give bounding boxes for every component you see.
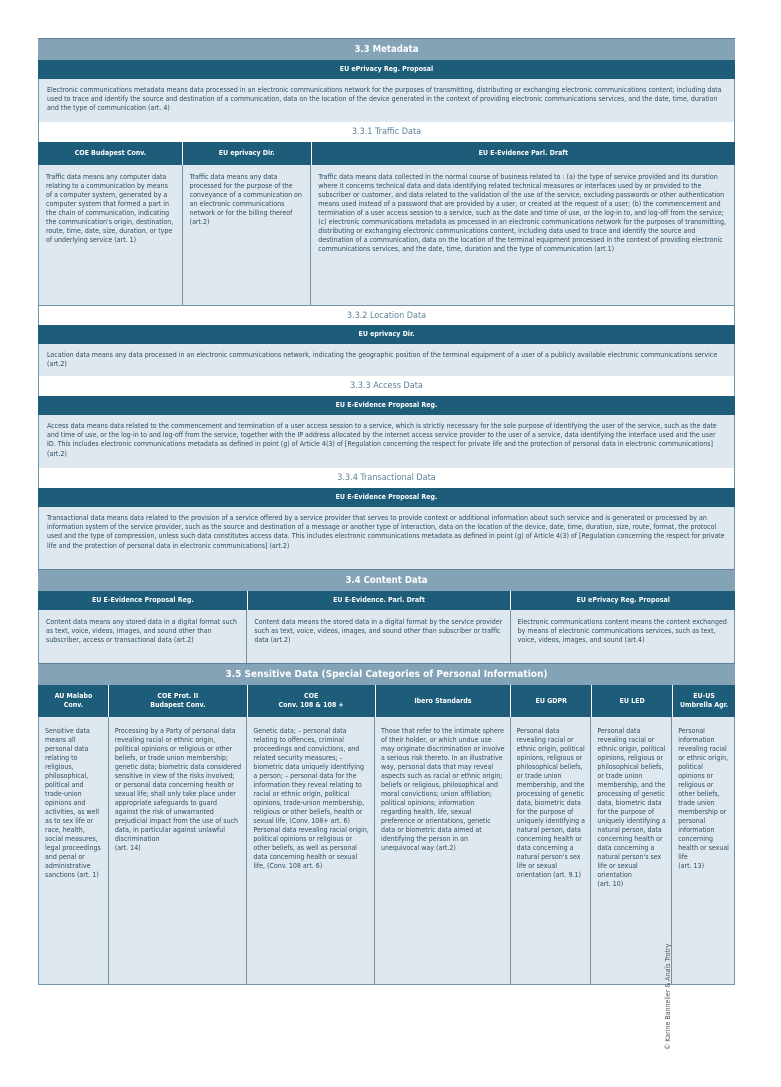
sensitive-head-ibero: Ibero Standards bbox=[376, 685, 512, 717]
access-definition: Access data means data related to the commencement and termination of a user access session to a service, which is strictly necessary for the sole purpose of identifying the user of the service, such as the date and time of use, or the log-in to and log-off from the service, together with the IP address allocated by the internet access service provider to the user of a service, data identifying the interface used and the user ID. This includes electronic communications metadata as defined in point (g) of Article 4(3) of [Regulation concerning the respect for private life and the protection of personal data in electronic communications] (art.2) bbox=[38, 415, 735, 468]
traffic-text-eevidence: Traffic data means data collected in the normal course of business related to : (a) the type of service provided and its duration where it concerns technical data and data identifying related technical measures or interfaces used by or provided to the subscriber or customer, and data related to the validation of the use of the service, excluding passwords or other authentication means used instead of a password that are provided by a user, or created at the request of a user; (b) the commencement and termination of a user access session to a service, such as the date and time of use, or the log-in to, and log-off from the service; (c) electronic communications metadata as processed in an electronic communications network for the purposes of transmitting, distributing or exchanging electronic communications content, including data used to trace and identify the source and destination of a communication, data on the location of the terminal equipment processed in the context of providing electronic communications services, and the date, time, duration and the type of communication (art.1) bbox=[318, 173, 727, 253]
content-head-eevidence-draft: EU E-Evidence. Parl. Draft bbox=[248, 591, 512, 610]
content-head-eevidence-reg: EU E-Evidence Proposal Reg. bbox=[39, 591, 248, 610]
sensitive-text-coe-prot: Processing by a Party of personal data revealing racial or ethnic origin, political opinions or religious or other beliefs, or trade union membership; genetic data; biometric data considered sensitive in view of the risks involved; or personal data concerning health or sexual life; shall only take place under appropriate safeguards to guard against the risk of unwarranted prejudicial impact from the use of such data, in particular against unlawful discrimination (art. 14) bbox=[109, 717, 248, 984]
sensitive-text-euus: Personal information revealing racial or ethnic origin, political opinions or religious or other beliefs, trade union membership or personal information concerning health or sexual life (art. 13) bbox=[678, 727, 729, 870]
content-head-row bbox=[38, 591, 735, 610]
content-text-eevidence-reg: Content data means any stored data in a digital format such as text, voice, videos, images, and sound other than subscriber, access or transactional data (art.2) bbox=[39, 610, 247, 663]
access-head: EU E-Evidence Proposal Reg. bbox=[38, 396, 735, 415]
section-title-sensitive: 3.5 Sensitive Data (Special Categories of Personal Information) bbox=[38, 663, 735, 685]
location-definition: Location data means any data processed in an electronic communications network, indicating the geographic position of the terminal equipment of a user of a publicly available electronic communications service (art.2) bbox=[38, 344, 735, 376]
sensitive-head-au: AU Malabo Conv. bbox=[39, 685, 109, 717]
sensitive-head-coe-prot: COE Prot. II Budapest Conv. bbox=[109, 685, 248, 717]
sensitive-head-gdpr: EU GDPR bbox=[511, 685, 592, 717]
traffic-text-coe: Traffic data means any computer data relating to a communication by means of a computer system, generated by a computer system that formed a part in the chain of communication, indicating the communication's origin, destination, route, time, date, size, duration, or type of underlying service (art. 1) bbox=[39, 165, 183, 305]
traffic-head-row bbox=[38, 142, 735, 165]
copyright-credit: © Karine Bannelier & Anaïs Trotry bbox=[663, 943, 672, 1050]
section-title-transactional: 3.3.4 Transactional Data bbox=[38, 468, 735, 488]
sensitive-head-euus: EU-US Umbrella Agr. bbox=[679, 692, 729, 709]
sensitive-text-au: Sensitive data means all personal data relating to religious, philosophical, political and trade-union opinions and activities, as well as to sex life or race, health, social measures, legal proceedings and penal or administrative sanctions (art. 1) bbox=[39, 717, 109, 984]
content-body-row bbox=[38, 610, 735, 663]
sensitive-text-led: Personal data revealing racial or ethnic origin, political opinions, religious or philosophical beliefs, or trade union membership, and the processing of genetic data, biometric data for the purpose of uniquely identifying a natural person, data concerning health or data concerning a natural person's sex life or sexual orientation (art. 10) bbox=[591, 717, 672, 984]
traffic-head-eprivacy: EU eprivacy Dir. bbox=[183, 142, 312, 165]
sensitive-body-row bbox=[38, 717, 735, 985]
section-title-metadata: 3.3 Metadata bbox=[38, 38, 735, 60]
sensitive-head-row bbox=[38, 685, 735, 717]
content-text-eevidence-draft: Content data means the stored data in a digital format by the service provider such as text, voice, videos, images, and sound other than subscriber or traffic data (art.2) bbox=[247, 610, 510, 663]
transactional-definition: Transactional data means data related to the provision of a service offered by a service provider that serves to provide context or additional information about such service and is generated or processed by an information system of the service provider, such as the source and destination of a message or another type of interaction, data on the location of the device, date, time, duration, size, route, format, the protocol used and the type of compression, unless such data constitutes access data. This includes electronic communications metadata as defined in point (g) of Article 4(3) of [Regulation concerning the respect for private life and the protection of personal data in electronic communications] (art.2) bbox=[38, 507, 735, 569]
section-title-content: 3.4 Content Data bbox=[38, 569, 735, 591]
metadata-definition: Electronic communications metadata means data processed in an electronic communications network for the purposes of transmitting, distributing or exchanging electronic communications content; including data used to trace and identify the source and destination of a communication, data on the location of the device generated in the context of providing electronic communications services, and the date, time, duration and the type of communication (art. 4) bbox=[38, 79, 735, 122]
sensitive-text-ibero: Those that refer to the intimate sphere of their holder, or which undue use may originate discrimination or involve a serious risk thereto. In an illustrative way, personal data that may reveal aspects such as racial or ethnic origin; beliefs or religious, philosophical and moral convictions; union affiliation; political opinions; information regarding health, life, sexual preference or orientations, genetic data or biometric data aimed at identifying the person in an unequivocal way (art.2) bbox=[375, 717, 511, 984]
sensitive-head-coe-108: COE Conv. 108 & 108 + bbox=[248, 685, 376, 717]
sensitive-text-gdpr: Personal data revealing racial or ethnic origin, political opinions, religious or philosophical beliefs, or trade union membership, and the processing of genetic data, biometric data for the purpose of uniquely identifying a natural person, data concerning health or data concerning a natural person's sex life or sexual orientation (art. 9.1) bbox=[511, 717, 592, 984]
section-title-access: 3.3.3 Access Data bbox=[38, 376, 735, 396]
traffic-head-coe: COE Budapest Conv. bbox=[39, 142, 183, 165]
sensitive-text-coe-108: Genetic data; – personal data relating to offences, criminal proceedings and convictions, and related security measures; – biometric data uniquely identifying a person; – personal data for the information they reveal relating to racial or ethnic origin, political opinions, trade-union membership, religious or other beliefs, health or sexual life, (Conv. 108+ art. 6) Personal data revealing racial origin, political opinions or religious or other beliefs, as well as personal data concerning health or sexual life, (Conv. 108 art. 6) bbox=[247, 717, 375, 984]
sensitive-head-led: EU LED bbox=[592, 685, 673, 717]
column-head-eprivacy: EU ePrivacy Reg. Proposal bbox=[38, 60, 735, 79]
definitions-table bbox=[38, 38, 735, 985]
traffic-head-eevidence: EU E-Evidence Parl. Draft bbox=[478, 149, 568, 157]
traffic-text-eprivacy: Traffic data means any data processed for the purpose of the conveyance of a communication on an electronic communications network or for the billing thereof (art.2) bbox=[183, 165, 312, 305]
content-text-eprivacy: Electronic communications content means the content exchanged by means of electronic communications services, such as text, voice, videos, images, and sound (art.4) bbox=[517, 618, 727, 644]
transactional-head: EU E-Evidence Proposal Reg. bbox=[38, 488, 735, 507]
traffic-body-row bbox=[38, 165, 735, 305]
section-title-location: 3.3.2 Location Data bbox=[38, 305, 735, 325]
content-head-eprivacy: EU ePrivacy Reg. Proposal bbox=[576, 596, 670, 604]
location-head: EU eprivacy Dir. bbox=[38, 325, 735, 344]
section-title-traffic: 3.3.1 Traffic Data bbox=[38, 122, 735, 142]
